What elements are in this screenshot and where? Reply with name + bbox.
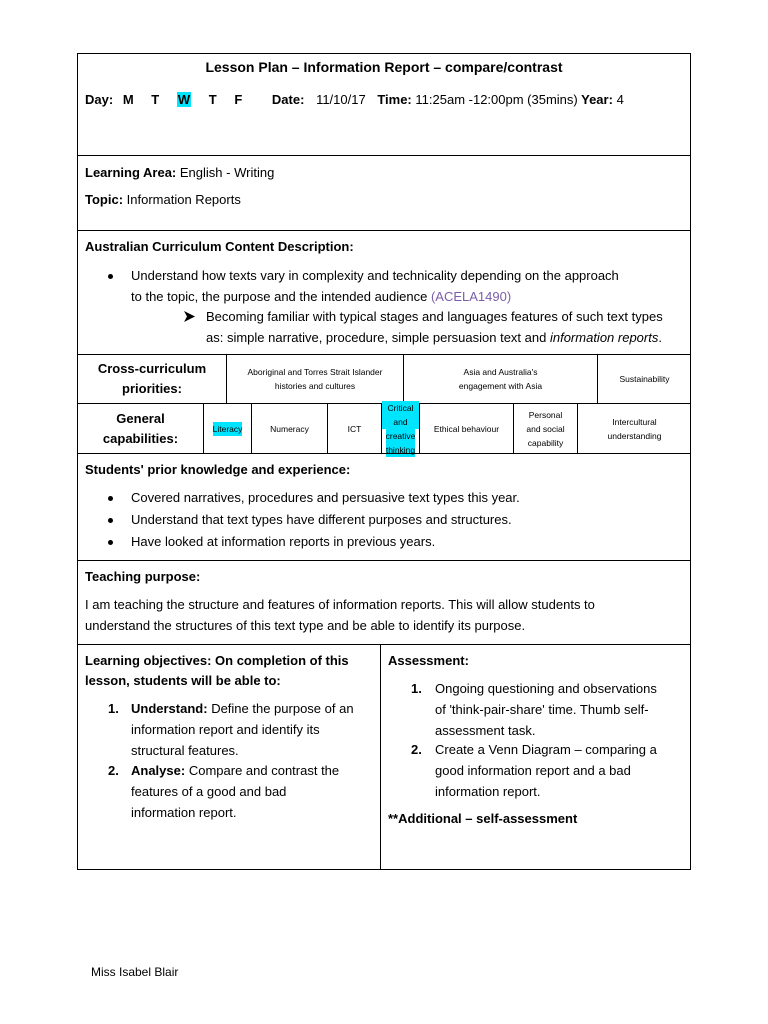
gc-critical-line1: Critical and [382,401,419,429]
page-title: Lesson Plan – Information Report – compare/contrast [205,59,563,75]
header-section [77,53,691,156]
teaching-purpose-section [77,560,691,645]
assessment-line-2c: information report. [435,784,541,799]
gc-critical-line2: creative [385,430,416,441]
topic-row [85,190,241,210]
prior-bullet-2 [108,510,678,530]
assessment-num-1: 1. [411,681,422,696]
gc-label-1: General [116,410,165,426]
assessment-line-1b: of 'think-pair-share' time. Thumb self- [435,702,649,717]
general-capabilities-row [77,403,691,454]
assessment-line-1a: Ongoing questioning and observations [435,681,657,696]
objectives-assessment-section [77,644,691,870]
cc-asia-line1: Asia and Australia's [463,367,538,377]
gc-personal-cell [513,404,577,453]
day-m: M [122,92,134,107]
gc-label-cell [78,404,203,453]
prior-knowledge-section [77,453,691,561]
objectives-heading-1: Learning objectives: On completion of this [85,653,349,668]
curriculum-bullet-line2-text: to the topic, the purpose and the intended audience [131,289,428,304]
topic-value: Information Reports [126,192,241,207]
curriculum-heading: Australian Curriculum Content Description: [85,239,354,254]
cc-aboriginal-cell [226,355,403,403]
objectives-column [78,645,381,869]
gc-literacy: Literacy [212,423,243,434]
cc-sustainability-cell [597,355,691,403]
prior-knowledge-heading: Students' prior knowledge and experience: [85,462,351,477]
gc-personal-line2: and social [526,423,565,434]
day-th: T [208,92,217,107]
curriculum-sub-line1: Becoming familiar with typical stages and languages features of such text types [206,309,663,324]
day-w-selected: W [177,92,191,107]
gc-intercultural-line2: understanding [607,430,662,441]
prior-bullet-text-3: Have looked at information reports in previous years. [131,534,436,549]
assessment-heading: Assessment: [388,653,469,668]
objective-line-1a: Define the purpose of an [211,701,354,716]
gc-label-2: capabilities: [102,430,179,446]
gc-ethical-cell [419,404,513,453]
objective-line-2c: information report. [131,805,237,820]
gc-personal-line3: capability [527,437,564,448]
day-f: F [234,92,243,107]
cc-aboriginal-line1: Aboriginal and Torres Strait Islander [247,367,383,377]
bullet-dot-icon [108,274,113,279]
assessment-num-2: 2. [411,742,422,757]
prior-bullet-3 [108,532,678,552]
bullet-dot-icon [108,540,113,545]
gc-ethical: Ethical behaviour [433,423,500,434]
teaching-purpose-heading: Teaching purpose: [85,569,201,584]
learning-area-section [77,155,691,231]
gc-numeracy-cell [251,404,327,453]
objective-label-1: Understand: [131,701,208,716]
curriculum-sub-line2 [206,328,662,348]
assessment-line-2a: Create a Venn Diagram – comparing a [435,742,657,757]
gc-intercultural-line1: Intercultural [612,416,657,427]
cc-sustainability: Sustainability [619,374,670,384]
curriculum-bullet-line2 [131,287,511,307]
date-label: Date: [271,92,305,107]
cross-curriculum-label-2: priorities: [122,381,182,396]
cc-asia-line2: engagement with Asia [458,381,543,391]
curriculum-code: (ACELA1490) [430,289,512,304]
cc-aboriginal-line2: histories and cultures [274,381,356,391]
bullet-dot-icon [108,496,113,501]
date-value: 11/10/17 [316,92,366,107]
gc-ict: ICT [347,423,362,434]
prior-bullet-1 [108,488,678,508]
assessment-additional: **Additional – self-assessment [388,811,578,826]
assessment-line-2b: good information report and a bad [435,763,631,778]
time-label: Time: [377,92,412,107]
objective-label-2: Analyse: [131,763,186,778]
curriculum-section [77,230,691,355]
curriculum-sub-line2-a: as: simple narrative, procedure, simple persuasion text and [206,330,547,345]
bullet-dot-icon [108,518,113,523]
day-label: Day: [85,92,114,107]
year-value: 4 [616,92,624,107]
gc-critical-line3: thinking [385,444,416,455]
assessment-line-1c: assessment task. [435,723,536,738]
topic-label: Topic: [85,192,124,207]
gc-critical-cell [381,404,419,453]
prior-bullet-text-2: Understand that text types have different purposes and structures. [131,512,512,527]
objective-line-1c: structural features. [131,743,239,758]
gc-numeracy: Numeracy [270,423,309,434]
gc-intercultural-cell [577,404,691,453]
curriculum-sub-line2-c: . [658,330,662,345]
objective-line-2a: Compare and contrast the [188,763,340,778]
teaching-purpose-line1: I am teaching the structure and features of information reports. This will allow students to [85,597,595,612]
gc-literacy-cell [203,404,251,453]
teaching-purpose-line2: understand the structures of this text type and be able to identify its purpose. [85,618,526,633]
assessment-column [381,645,691,869]
objectives-heading-2: lesson, students will be able to: [85,673,281,688]
cc-asia-cell [403,355,597,403]
learning-area-value: English - Writing [179,165,275,180]
footer-author: Miss Isabel Blair [91,965,179,979]
day-t: T [151,92,160,107]
cross-curriculum-row [77,354,691,404]
cross-curriculum-label-1: Cross-curriculum [97,361,207,376]
gc-personal-line1: Personal [528,409,563,420]
prior-bullet-text-1: Covered narratives, procedures and persuasive text types this year. [131,490,520,505]
year-label: Year: [581,92,613,107]
objective-num-1: 1. [108,701,119,716]
learning-area-label: Learning Area: [85,165,177,180]
objective-line-2b: features of a good and bad [131,784,287,799]
time-value: 11:25am -12:00pm (35mins) [415,92,578,107]
curriculum-bullet-line1: Understand how texts vary in complexity and technicality depending on the approach [131,268,619,283]
gc-ict-cell [327,404,381,453]
learning-area-row [85,163,274,183]
cross-curriculum-label-cell [78,355,226,403]
curriculum-sub-line2-b: information reports [549,330,659,345]
day-row [85,90,624,110]
arrow-bullet-icon [184,311,195,322]
objective-num-2: 2. [108,763,119,778]
objective-line-1b: information report and identify its [131,722,320,737]
